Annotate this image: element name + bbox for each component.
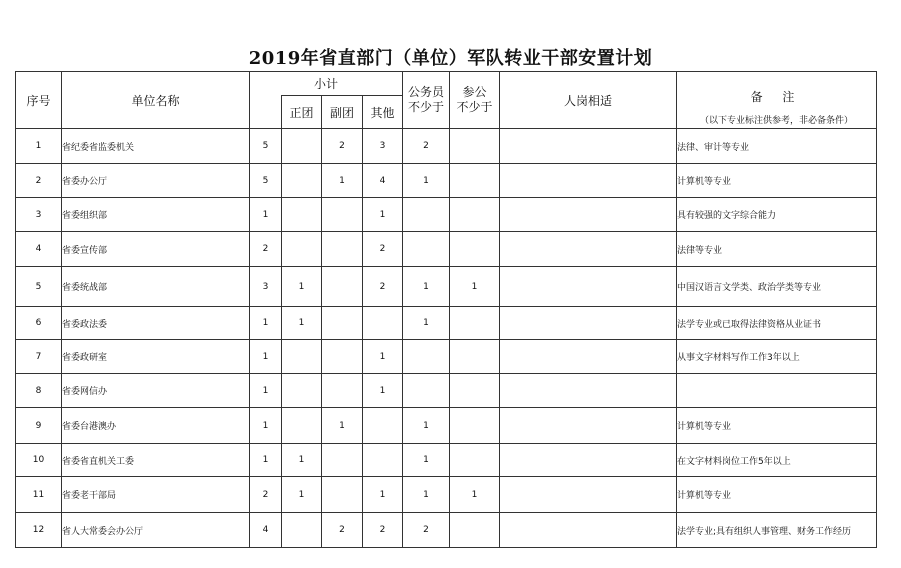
row-reference-civil xyxy=(450,232,500,267)
row-remark xyxy=(677,374,877,408)
table-row xyxy=(16,164,877,198)
row-job-match xyxy=(500,340,677,374)
table-row xyxy=(16,513,877,548)
row-futuan xyxy=(322,232,363,267)
row-unit-name: 省委省直机关工委 xyxy=(62,444,250,477)
row-unit-name: 省委组织部 xyxy=(62,198,250,232)
row-unit-name: 省人大常委会办公厅 xyxy=(62,513,250,548)
row-zhengtuan xyxy=(282,340,322,374)
row-futuan xyxy=(322,477,363,513)
row-reference-civil xyxy=(450,307,500,340)
row-remark: 中国汉语言文学类、政治学类等专业 xyxy=(677,267,877,307)
row-job-match xyxy=(500,164,677,198)
row-futuan xyxy=(322,374,363,408)
row-civil-servant xyxy=(403,340,450,374)
row-futuan xyxy=(322,267,363,307)
placement-plan-table xyxy=(15,71,877,548)
table-row xyxy=(16,340,877,374)
row-seq: 2 xyxy=(16,164,62,198)
row-seq: 3 xyxy=(16,198,62,232)
row-zhengtuan: 1 xyxy=(282,267,322,307)
row-job-match xyxy=(500,198,677,232)
row-futuan: 1 xyxy=(322,408,363,444)
row-other: 3 xyxy=(363,129,403,164)
row-zhengtuan: 1 xyxy=(282,307,322,340)
row-reference-civil xyxy=(450,444,500,477)
table-row xyxy=(16,232,877,267)
row-futuan: 2 xyxy=(322,513,363,548)
row-unit-name: 省委政法委 xyxy=(62,307,250,340)
row-other: 2 xyxy=(363,267,403,307)
row-remark: 法学专业;具有组织人事管理、财务工作经历 xyxy=(677,513,877,548)
row-remark: 法律等专业 xyxy=(677,232,877,267)
row-reference-civil xyxy=(450,513,500,548)
row-reference-civil: 1 xyxy=(450,267,500,307)
row-total: 5 xyxy=(250,129,282,164)
remark-title: 备 注 xyxy=(750,90,803,104)
row-civil-servant xyxy=(403,374,450,408)
header-reference-civil: 参公 不少于 xyxy=(450,72,500,129)
table-row xyxy=(16,129,877,164)
row-other: 1 xyxy=(363,374,403,408)
row-remark: 计算机等专业 xyxy=(677,477,877,513)
header-job-match: 人岗相适 xyxy=(500,72,677,129)
row-civil-servant: 1 xyxy=(403,444,450,477)
header-remark xyxy=(677,72,877,129)
row-remark: 法律、审计等专业 xyxy=(677,129,877,164)
row-seq: 6 xyxy=(16,307,62,340)
row-civil-servant: 1 xyxy=(403,408,450,444)
remark-note: （以下专业标注供参考，非必备条件） xyxy=(700,116,854,126)
row-remark: 法学专业或已取得法律资格从业证书 xyxy=(677,307,877,340)
row-total: 3 xyxy=(250,267,282,307)
row-unit-name: 省纪委省监委机关 xyxy=(62,129,250,164)
row-total: 1 xyxy=(250,340,282,374)
header-unit-name: 单位名称 xyxy=(62,72,250,129)
row-civil-servant: 1 xyxy=(403,477,450,513)
row-total: 1 xyxy=(250,408,282,444)
row-other: 1 xyxy=(363,477,403,513)
table-row xyxy=(16,267,877,307)
table-row xyxy=(16,374,877,408)
row-total: 1 xyxy=(250,444,282,477)
header-subtotal: 小计 xyxy=(250,72,403,96)
row-job-match xyxy=(500,307,677,340)
row-zhengtuan xyxy=(282,513,322,548)
row-futuan xyxy=(322,307,363,340)
row-zhengtuan xyxy=(282,129,322,164)
row-seq: 12 xyxy=(16,513,62,548)
row-reference-civil xyxy=(450,408,500,444)
table-row xyxy=(16,307,877,340)
row-job-match xyxy=(500,267,677,307)
row-reference-civil xyxy=(450,340,500,374)
row-other xyxy=(363,307,403,340)
row-zhengtuan xyxy=(282,232,322,267)
row-job-match xyxy=(500,129,677,164)
row-reference-civil xyxy=(450,129,500,164)
row-civil-servant: 1 xyxy=(403,164,450,198)
row-seq: 4 xyxy=(16,232,62,267)
row-unit-name: 省委宣传部 xyxy=(62,232,250,267)
row-job-match xyxy=(500,444,677,477)
row-seq: 1 xyxy=(16,129,62,164)
row-seq: 5 xyxy=(16,267,62,307)
row-civil-servant: 1 xyxy=(403,307,450,340)
row-unit-name: 省委网信办 xyxy=(62,374,250,408)
row-unit-name: 省委政研室 xyxy=(62,340,250,374)
row-futuan: 1 xyxy=(322,164,363,198)
row-unit-name: 省委统战部 xyxy=(62,267,250,307)
row-civil-servant: 2 xyxy=(403,129,450,164)
row-remark: 计算机等专业 xyxy=(677,408,877,444)
row-zhengtuan: 1 xyxy=(282,444,322,477)
row-job-match xyxy=(500,513,677,548)
row-reference-civil: 1 xyxy=(450,477,500,513)
table-row xyxy=(16,444,877,477)
page-title: 2019年省直部门（单位）军队转业干部安置计划 xyxy=(248,48,653,69)
row-remark: 在文字材料岗位工作5年以上 xyxy=(677,444,877,477)
row-futuan xyxy=(322,198,363,232)
row-job-match xyxy=(500,408,677,444)
row-job-match xyxy=(500,477,677,513)
row-reference-civil xyxy=(450,198,500,232)
row-unit-name: 省委老干部局 xyxy=(62,477,250,513)
row-futuan xyxy=(322,444,363,477)
row-zhengtuan xyxy=(282,374,322,408)
row-unit-name: 省委办公厅 xyxy=(62,164,250,198)
row-unit-name: 省委台港澳办 xyxy=(62,408,250,444)
row-total: 2 xyxy=(250,232,282,267)
header-zhengtuan: 正团 xyxy=(282,96,322,129)
header-total-blank xyxy=(250,96,282,129)
row-seq: 11 xyxy=(16,477,62,513)
row-other: 1 xyxy=(363,340,403,374)
row-total: 1 xyxy=(250,307,282,340)
row-other: 2 xyxy=(363,513,403,548)
header-seq: 序号 xyxy=(16,72,62,129)
table-row xyxy=(16,408,877,444)
row-futuan xyxy=(322,340,363,374)
row-reference-civil xyxy=(450,374,500,408)
row-other: 2 xyxy=(363,232,403,267)
row-job-match xyxy=(500,232,677,267)
row-remark: 具有较强的文字综合能力 xyxy=(677,198,877,232)
header-other: 其他 xyxy=(363,96,403,129)
row-civil-servant: 2 xyxy=(403,513,450,548)
row-seq: 8 xyxy=(16,374,62,408)
row-total: 1 xyxy=(250,374,282,408)
row-other xyxy=(363,444,403,477)
row-job-match xyxy=(500,374,677,408)
header-futuan: 副团 xyxy=(322,96,363,129)
table-header-row xyxy=(16,72,877,96)
row-civil-servant: 1 xyxy=(403,267,450,307)
table-row xyxy=(16,198,877,232)
row-reference-civil xyxy=(450,164,500,198)
row-futuan: 2 xyxy=(322,129,363,164)
row-total: 2 xyxy=(250,477,282,513)
row-remark: 计算机等专业 xyxy=(677,164,877,198)
row-zhengtuan xyxy=(282,408,322,444)
row-total: 4 xyxy=(250,513,282,548)
row-other: 4 xyxy=(363,164,403,198)
row-seq: 9 xyxy=(16,408,62,444)
row-zhengtuan: 1 xyxy=(282,477,322,513)
row-seq: 10 xyxy=(16,444,62,477)
row-other xyxy=(363,408,403,444)
row-seq: 7 xyxy=(16,340,62,374)
row-total: 5 xyxy=(250,164,282,198)
row-other: 1 xyxy=(363,198,403,232)
row-civil-servant xyxy=(403,198,450,232)
row-zhengtuan xyxy=(282,198,322,232)
row-civil-servant xyxy=(403,232,450,267)
header-civil-servant: 公务员 不少于 xyxy=(403,72,450,129)
row-total: 1 xyxy=(250,198,282,232)
row-remark: 从事文字材料写作工作3年以上 xyxy=(677,340,877,374)
table-row xyxy=(16,477,877,513)
row-zhengtuan xyxy=(282,164,322,198)
